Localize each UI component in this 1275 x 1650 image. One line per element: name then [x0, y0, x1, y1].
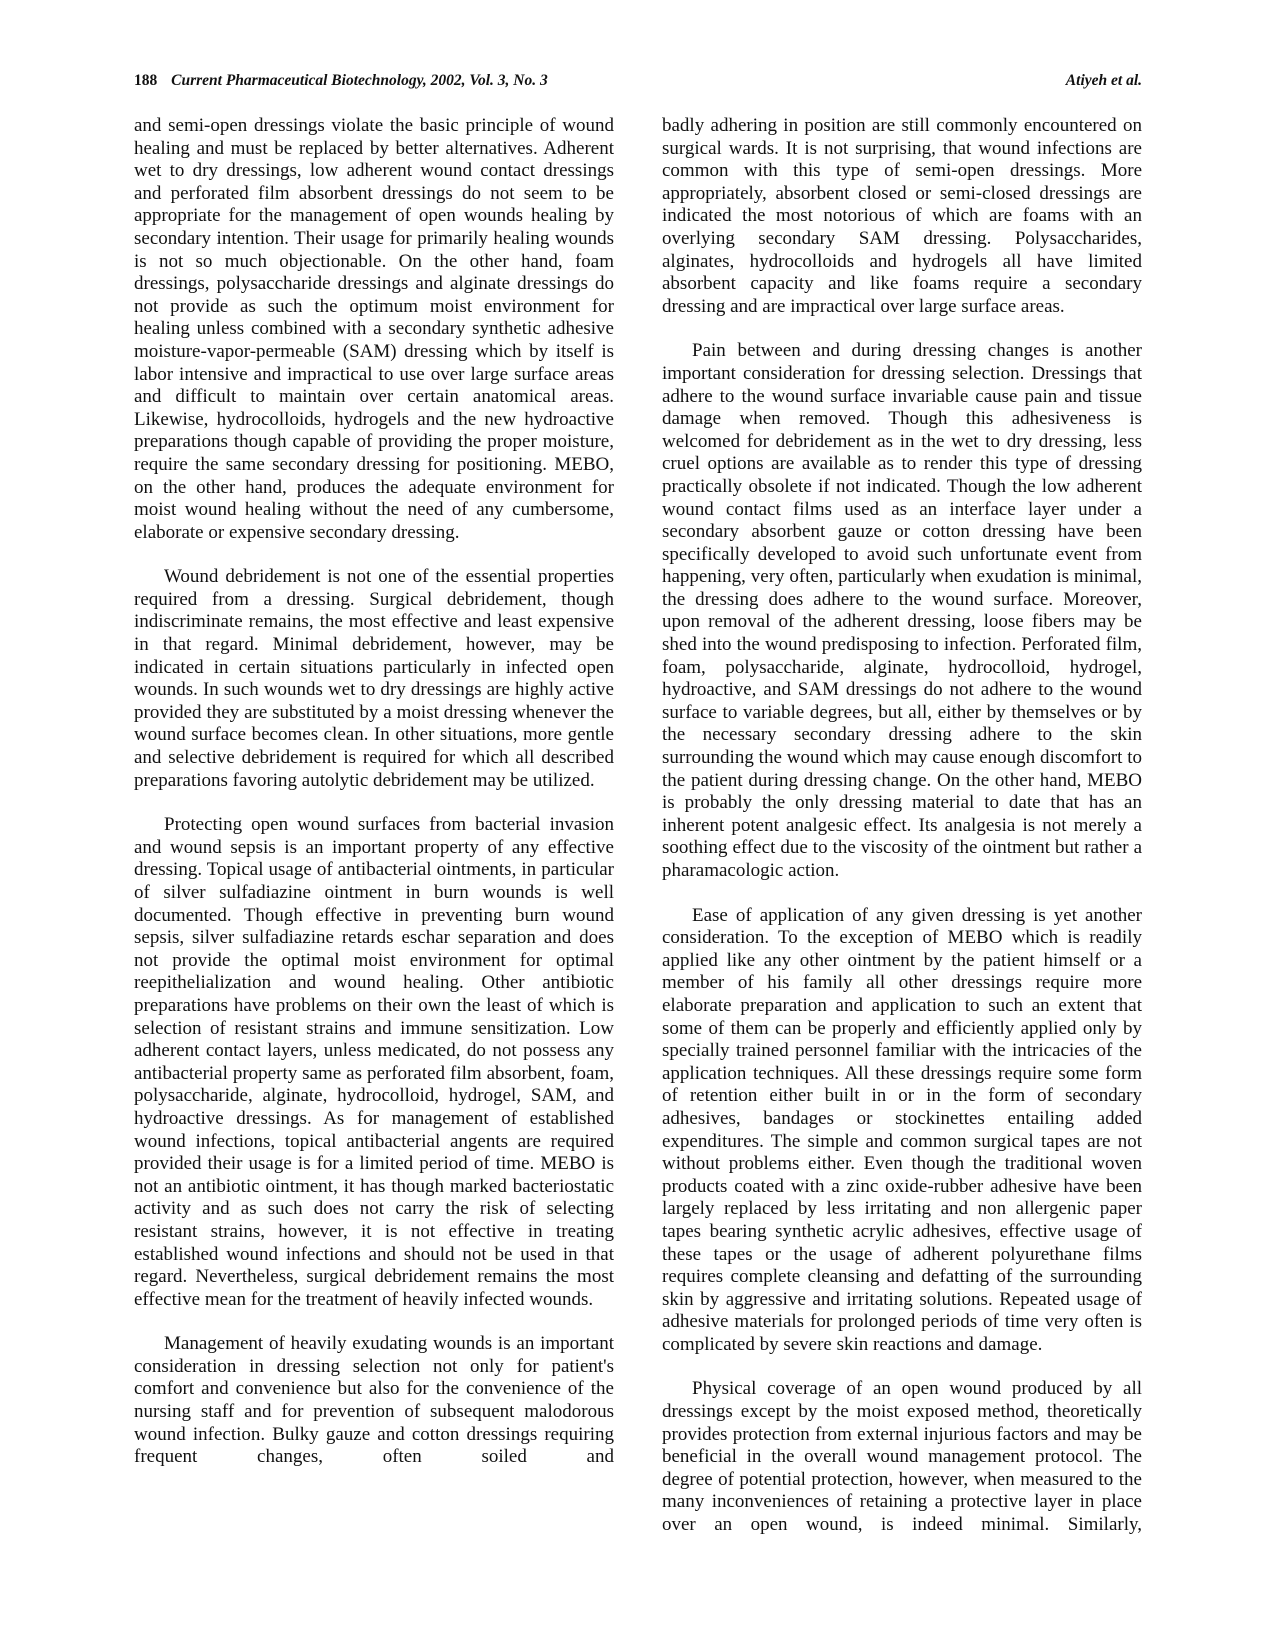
paragraph-continued-right: badly adhering in position are still commonly encountered on surgical wards. It is not surprising, that wound infections are common with this type of semi-open dressings. More appropriately, absorbent closed or semi-closed dressings are indicated the most notorious of which are foams with an overlying secondary SAM dressing. Polysaccharides, alginates, hydrocolloids and hydrogels all have limited absorbent capacity and like foams require a secondary dressing and are impractical over large surface areas.	[662, 115, 1142, 317]
running-header	[134, 72, 1142, 96]
paragraph-ease-of-application: Ease of application of any given dressing is yet another consideration. To the exception of MEBO which is readily applied like any other ointment by the patient himself or a member of his family all other dressings require more elaborate preparation and application to such an extent that some of them can be properly and efficiently applied only by specially trained personnel familiar with the intricacies of the application techniques. All these dressings require some form of retention either built in or in the form of secondary adhesives, bandages or stockinettes entailing added expenditures. The simple and common surgical tapes are not without problems either. Even though the traditional woven products coated with a zinc oxide-rubber adhesive have been largely replaced by less irritating and non allergenic paper tapes bearing synthetic acrylic adhesives, effective usage of these tapes or the usage of adherent polyurethane films requires complete cleansing and defatting of the surrounding skin by aggressive and irritating solutions. Repeated usage of adhesive materials for prolonged periods of time very often is complicated by severe skin reactions and damage.	[662, 904, 1142, 1355]
left-column	[134, 115, 614, 1491]
paragraph-debridement: Wound debridement is not one of the essential properties required from a dressing. Surgical debridement, though indiscriminate remains, the most effective and least expensive in that regard. Minimal debridement, however, may be indicated in certain situations particularly in infected open wounds. In such wounds wet to dry dressings are highly active provided they are substituted by a moist dressing whenever the wound surface becomes clean. In other situations, more gentle and selective debridement is required for which all described preparations favoring autolytic debridement may be utilized.	[134, 566, 614, 791]
paragraph-physical-coverage: Physical coverage of an open wound produced by all dressings except by the moist exposed method, theoretically provides protection from external injurious factors and may be beneficial in the overall wound management protocol. The degree of potential protection, however, when measured to the many inconveniences of retaining a protective layer in place over an open wound, is indeed minimal. Similarly,	[662, 1378, 1142, 1536]
running-header-left	[134, 72, 548, 90]
paragraph-exudating-wounds: Management of heavily exudating wounds is an important consideration in dressing selection not only for patient's comfort and convenience but also for the convenience of the nursing staff and for prevention of subsequent malodorous wound infection. Bulky gauze and cotton dressings requiring frequent changes, often soiled and	[134, 1333, 614, 1468]
page-number: 188	[134, 72, 158, 89]
paragraph-continued: and semi-open dressings violate the basic principle of wound healing and must be replaced by better alternatives. Adherent wet to dry dressings, low adherent wound contact dressings and perforated film absorbent dressings do not seem to be appropriate for the management of open wounds healing by secondary intention. Their usage for primarily healing wounds is not so much objectionable. On the other hand, foam dressings, polysaccharide dressings and alginate dressings do not provide as such the optimum moist environment for healing unless combined with a secondary synthetic adhesive moisture-vapor-permeable (SAM) dressing which by itself is labor intensive and impractical to use over large surface areas and difficult to maintain over certain anatomical areas. Likewise, hydrocolloids, hydrogels and the new hydroactive preparations though capable of providing the proper moisture, require the same secondary dressing for positioning. MEBO, on the other hand, produces the adequate environment for moist wound healing without the need of any cumbersome, elaborate or expensive secondary dressing.	[134, 115, 614, 543]
author-running-head: Atiyeh et al.	[1065, 72, 1142, 89]
right-column	[662, 115, 1142, 1559]
paragraph-bacterial-protection: Protecting open wound surfaces from bacterial invasion and wound sepsis is an important property of any effective dressing. Topical usage of antibacterial ointments, in particular of silver sulfadiazine ointment in burn wounds is well documented. Though effective in preventing burn wound sepsis, silver sulfadiazine retards eschar separation and does not provide the optimal moist environment for optimal reepithelialization and wound healing. Other antibiotic preparations have problems on their own the least of which is selection of resistant strains and immune sensitization. Low adherent contact layers, unless medicated, do not possess any antibacterial property same as perforated film absorbent, foam, polysaccharide, alginate, hydrocolloid, hydrogel, SAM, and hydroactive dressings. As for management of established wound infections, topical antibacterial angents are required provided their usage is for a limited period of time. MEBO is not an antibiotic ointment, it has though marked bacteriostatic activity and as such does not carry the risk of selecting resistant strains, however, it is not effective in treating established wound infections and should not be used in that regard. Nevertheless, surgical debridement remains the most effective mean for the treatment of heavily infected wounds.	[134, 814, 614, 1310]
journal-citation: Current Pharmaceutical Biotechnology, 2002, Vol. 3, No. 3	[171, 72, 548, 89]
paragraph-pain: Pain between and during dressing changes is another important consideration for dressing selection. Dressings that adhere to the wound surface invariable cause pain and tissue damage when removed. Though this adhesiveness is welcomed for debridement as in the wet to dry dressing, less cruel options are available as to render this type of dressing practically obsolete if not indicated. Though the low adherent wound contact films used as an interface layer under a secondary absorbent gauze or cotton dressing have been specifically developed to avoid such unfortunate event from happening, very often, particularly when exudation is minimal, the dressing does adhere to the wound surface. Moreover, upon removal of the adherent dressing, loose fibers may be shed into the wound predisposing to infection. Perforated film, foam, polysaccharide, alginate, hydrocolloid, hydrogel, hydroactive, and SAM dressings do not adhere to the wound surface to variable degrees, but all, either by themselves or by the necessary secondary dressing adhere to the skin surrounding the wound which may cause enough discomfort to the patient during dressing change. On the other hand, MEBO is probably the only dressing material to date that has an inherent potent analgesic effect. Its analgesia is not merely a soothing effect due to the viscosity of the ointment but rather a pharamacologic action.	[662, 340, 1142, 881]
